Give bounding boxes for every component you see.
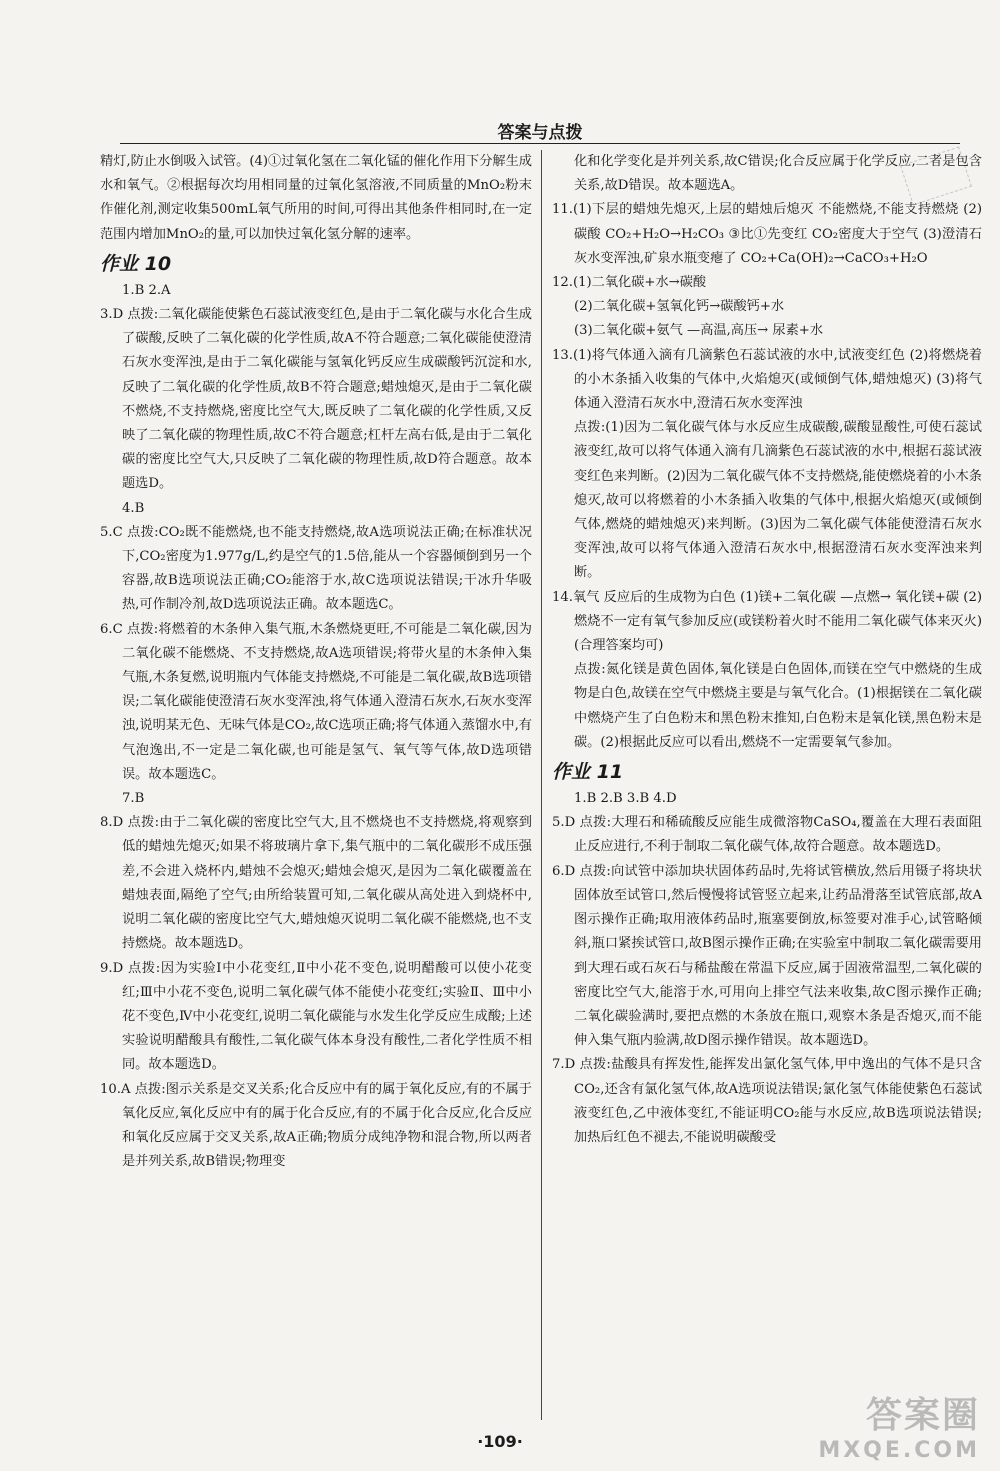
answer-paragraph: 8.D 点拨:由于二氧化碳的密度比空气大,且不燃烧也不支持燃烧,将观察到低的蜡烛先熄灭;如果不将玻璃片拿下,集气瓶中的二氧化碳形不成压强差,不会进入烧杯内,蜡烛不会熄灭;蜡烛会熄灭,是因为二氧化碳覆盖在蜡烛表面,隔绝了空气;由所给装置可知,二氧化碳从高处进入到烧杯中,说明二氧化碳的密度比空气大,蜡烛熄灭说明二氧化碳不能燃烧,也不支持燃烧。故本题选D。 bbox=[100, 815, 532, 952]
page-number: ·109· bbox=[477, 1432, 523, 1451]
answer-paragraph: 6.C 点拨:将燃着的木条伸入集气瓶,木条燃烧更旺,不可能是二氧化碳,因为二氧化碳不能燃烧、不支持燃烧,故A选项错误;将带火星的木条伸入集气瓶,木条复燃,说明瓶内气体能支持燃烧,不可能是二氧化碳,故B选项错误;二氧化碳能使澄清石灰水变浑浊,将气体通入澄清石灰水,石灰水变浑浊,说明某无色、无味气体是CO₂,故C选项正确;将气体通入蒸馏水中,有气泡逸出,不一定是二氧化碳,也可能是氢气、氧气等气体,故D选项错误。故本题选C。 bbox=[100, 621, 532, 782]
answer-paragraph: 10.A 点拨:图示关系是交叉关系;化合反应中有的属于氧化反应,有的不属于氧化反应,氧化反应中有的属于化合反应,有的不属于化合反应,化合反应和氧化反应属于交叉关系,故A正确;物质分成纯净物和混合物,所以两者是并列关系,故B错误;物理变 bbox=[100, 1081, 532, 1170]
answer-paragraph: (3)二氧化碳+氨气 —高温,高压→ 尿素+水 bbox=[574, 323, 824, 339]
answer-paragraph: 9.D 点拨:因为实验Ⅰ中小花变红,Ⅱ中小花不变色,说明醋酸可以使小花变红;Ⅲ中小花不变色,说明二氧化碳气体不能使小花变红;实验Ⅱ、Ⅲ中小花不变色,Ⅳ中小花变红,说明二氧化碳能与水发生化学反应生成酸;上述实验说明醋酸具有酸性,二氧化碳气体本身没有酸性,二者化学性质不相同。故本题选D。 bbox=[100, 960, 532, 1073]
answer-paragraph: 化和化学变化是并列关系,故C错误;化合反应属于化学反应,二者是包含关系,故D错误。故本题选A。 bbox=[574, 154, 982, 194]
answer-paragraph: 1.B 2.A bbox=[122, 282, 171, 298]
header-rule bbox=[120, 143, 960, 144]
answer-paragraph: 14.氧气 反应后的生成物为白色 (1)镁+二氧化碳 —点燃→ 氧化镁+碳 (2)燃烧不一定有氧气参加反应(或镁粉着火时不能用二氧化碳气体来灭火)(合理答案均可) bbox=[552, 589, 982, 654]
watermark-logo-text: 答案圈 bbox=[865, 1395, 980, 1436]
right-column bbox=[552, 150, 982, 1150]
answer-paragraph: 12.(1)二氧化碳+水→碳酸 bbox=[552, 275, 707, 291]
answer-paragraph: 13.(1)将气体通入滴有几滴紫色石蕊试液的水中,试液变红色 (2)将燃烧着的小木条插入收集的气体中,火焰熄灭(或倾倒气体,蜡烛熄灭) (3)将气体通入澄清石灰水中,澄清石灰水变浑浊 bbox=[552, 347, 982, 412]
answer-paragraph: 7.D 点拨:盐酸具有挥发性,能挥发出氯化氢气体,甲中逸出的气体不是只含CO₂,还含有氯化氢气体,故A选项说法错误;氯化氢气体能使紫色石蕊试液变红色,乙中液体变红,不能证明CO₂能与水反应,故B选项说法错误;加热后红色不褪去,不能说明碳酸受 bbox=[552, 1057, 982, 1145]
answer-paragraph: 精灯,防止水倒吸入试管。(4)①过氧化氢在二氧化锰的催化作用下分解生成水和氧气。②根据每次均用相同量的过氧化氢溶液,不同质量的MnO₂粉末作催化剂,测定收集500mL氧气所用的时间,可得出其他条件相同时,在一定范围内增加MnO₂的量,可以加快过氧化氢分解的速率。 bbox=[100, 154, 532, 242]
answer-paragraph: 5.C 点拨:CO₂既不能燃烧,也不能支持燃烧,故A选项说法正确;在标准状况下,CO₂密度为1.977g/L,约是空气的1.5倍,能从一个容器倾倒到另一个容器,故B选项说法正确;CO₂能溶于水,故C选项说法错误;干冰升华吸热,可作制冷剂,故D选项说法正确。故本题选C。 bbox=[100, 524, 532, 613]
section-title: 作业 10 bbox=[100, 252, 172, 275]
section-title: 作业 11 bbox=[552, 761, 624, 784]
answer-paragraph: 6.D 点拨:向试管中添加块状固体药品时,先将试管横放,然后用镊子将块状固体放至试管口,然后慢慢将试管竖立起来,让药品滑落至试管底部,故A图示操作正确;取用液体药品时,瓶塞要倒放,标签要对准手心,试管略倾斜,瓶口紧挨试管口,故B图示操作正确;在实验室中制取二氧化碳需要用到大理石或石灰石与稀盐酸在常温下反应,属于固液常温型,二氧化碳的密度比空气大,能溶于水,可用向上排空气法来收集,故C图示操作正确;二氧化碳验满时,要把点燃的木条放在瓶口,观察木条是否熄灭,而不能伸入集气瓶内验满,故D图示操作错误。故本题选D。 bbox=[552, 863, 982, 1049]
answer-paragraph: 1.B 2.B 3.B 4.D bbox=[574, 791, 677, 807]
column-divider bbox=[541, 150, 542, 1420]
answer-paragraph: 7.B bbox=[122, 791, 145, 807]
watermark bbox=[818, 1387, 980, 1463]
answer-paragraph: 11.(1)下层的蜡烛先熄灭,上层的蜡烛后熄灭 不能燃烧,不能支持燃烧 (2)碳酸 CO₂+H₂O→H₂CO₃ ③比①先变红 CO₂密度大于空气 (3)澄清石灰水变浑浊,矿泉水瓶变瘪了 CO₂+Ca(OH)₂→CaCO₃+H₂O bbox=[552, 202, 982, 266]
left-column bbox=[100, 150, 532, 1174]
answer-paragraph: 5.D 点拨:大理石和稀硫酸反应能生成微溶物CaSO₄,覆盖在大理石表面阻止反应进行,不利于制取二氧化碳气体,故符合题意。故本题选D。 bbox=[552, 815, 982, 855]
answer-paragraph: 点拨:(1)因为二氧化碳气体与水反应生成碳酸,碳酸显酸性,可使石蕊试液变红,故可以将气体通入滴有几滴紫色石蕊试液的水中,根据石蕊试液变红色来判断。(2)因为二氧化碳气体不支持燃烧,能使燃烧着的小木条熄灭,故可以将燃着的小木条插入收集的气体中,根据火焰熄灭(或倾倒气体,燃烧的蜡烛熄灭)来判断。(3)因为二氧化碳气体能使澄清石灰水变浑浊,故可以将气体通入澄清石灰水中,根据澄清石灰水变浑浊来判断。 bbox=[574, 420, 982, 581]
watermark-url: MXQE.COM bbox=[818, 1438, 980, 1463]
answer-paragraph: 4.B bbox=[122, 500, 145, 516]
page-header-title: 答案与点拨 bbox=[497, 123, 583, 143]
answer-paragraph: (2)二氧化碳+氢氧化钙→碳酸钙+水 bbox=[574, 299, 785, 315]
answer-paragraph: 点拨:氮化镁是黄色固体,氧化镁是白色固体,而镁在空气中燃烧的生成物是白色,故镁在空气中燃烧主要是与氧气化合。(1)根据镁在二氧化碳中燃烧产生了白色粉末和黑色粉末推知,白色粉末是氧化镁,黑色粉末是碳。(2)根据此反应可以看出,燃烧不一定需要氧气参加。 bbox=[574, 662, 982, 750]
answer-paragraph: 3.D 点拨:二氧化碳能使紫色石蕊试液变红色,是由于二氧化碳与水化合生成了碳酸,反映了二氧化碳的化学性质,故A不符合题意;二氧化碳能使澄清石灰水变浑浊,是由于二氧化碳能与氢氧化钙反应生成碳酸钙沉淀和水,反映了二氧化碳的化学性质,故B不符合题意;蜡烛熄灭,是由于二氧化碳不燃烧,不支持燃烧,密度比空气大,既反映了二氧化碳的化学性质,又反映了二氧化碳的物理性质,故C不符合题意;杠杆左高右低,是由于二氧化碳的密度比空气大,只反映了二氧化碳的物理性质,故D符合题意。故本题选D。 bbox=[100, 307, 532, 492]
